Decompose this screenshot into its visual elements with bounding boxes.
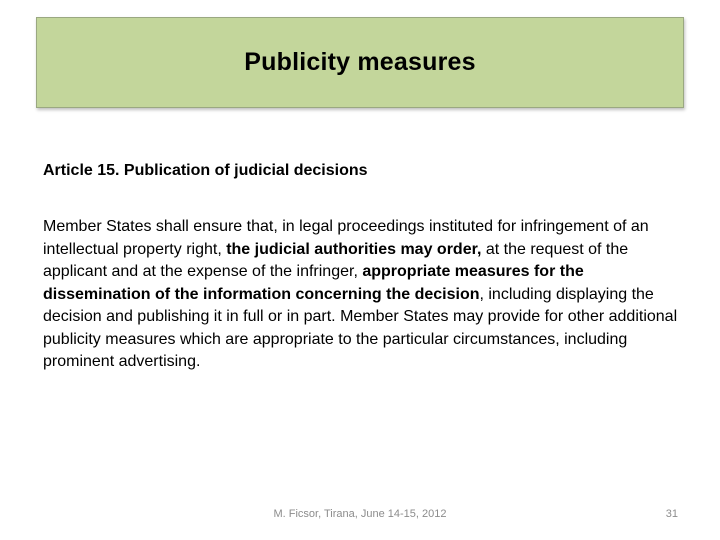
article-heading: Article 15. Publication of judicial decisions	[43, 162, 368, 179]
slide-title: Publicity measures	[244, 48, 476, 76]
slide-footer: M. Ficsor, Tirana, June 14-15, 2012	[273, 508, 447, 520]
body-segment: Member States shall ensure that, in legal proceedings instituted for infringement of an intellectual property right,	[43, 218, 649, 258]
body-segment-bold: the judicial authorities may order,	[226, 240, 482, 258]
body-segment: at the request of the applicant and at the expense of the infringer,	[43, 240, 629, 280]
body-segment: , including displaying the decision and publishing it in full or in part. Member States may provide for other additional publicity measures which are appropriate to the particular circumstances, including prominent advertising.	[43, 285, 678, 370]
title-banner	[36, 17, 684, 108]
body-segment-bold: appropriate measures for the dissemination of the information concerning the decision	[43, 263, 584, 303]
page-number: 31	[665, 508, 678, 520]
article-body	[43, 216, 679, 374]
